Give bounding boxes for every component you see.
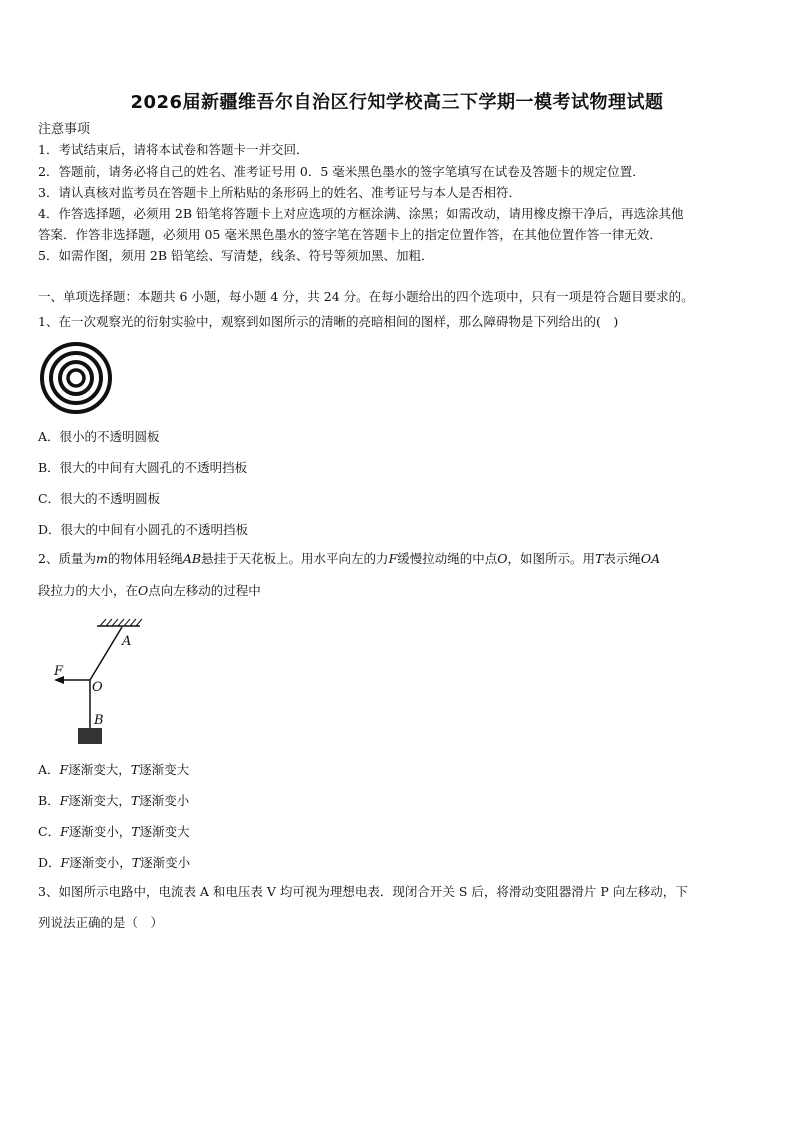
question-3-stem: 3、如图所示电路中，电流表 A 和电压表 V 均可视为理想电表．现闭合开关 S 后，将滑动变阻器滑片 P 向左移动，下: [38, 884, 688, 899]
notice-item: 1．考试结束后，请将本试卷和答题卡一并交回．: [38, 142, 309, 157]
label-o: O: [92, 680, 103, 695]
question-1-option-b: B．很大的中间有大圆孔的不透明挡板: [38, 460, 248, 475]
question-2-option-d: D．F逐渐变小，T逐渐变小: [38, 855, 191, 870]
label-a: A: [122, 634, 132, 649]
notice-item: 5．如需作图，须用 2B 铅笔绘、写清楚，线条、符号等须加黑、加粗．: [38, 248, 434, 263]
question-2-option-c: C．F逐渐变小，T逐渐变大: [38, 824, 190, 839]
label-b: B: [94, 713, 104, 728]
rope-force-figure: [50, 618, 160, 748]
question-1-option-d: D．很大的中间有小圆孔的不透明挡板: [38, 522, 249, 537]
notice-item: 答案．作答非选择题，必须用 05 毫米黑色墨水的签字笔在答题卡上的指定位置作答，在其他位置作答一律无效．: [38, 227, 662, 242]
question-2-option-a: A．F逐渐变大，T逐渐变大: [38, 762, 190, 777]
notice-item: 4．作答选择题，必须用 2B 铅笔将答题卡上对应选项的方框涂满、涂黑；如需改动，请用橡皮擦干净后，再选涂其他: [38, 206, 684, 221]
section-heading: 一、单项选择题：本题共 6 小题，每小题 4 分，共 24 分。在每小题给出的四个选项中，只有一项是符合题目要求的。: [38, 289, 694, 304]
label-f: F: [54, 664, 64, 679]
question-1-option-c: C．很大的不透明圆板: [38, 491, 161, 506]
question-1-stem: 1、在一次观察光的衍射实验中，观察到如图所示的清晰的亮暗相间的图样，那么障碍物是下列给出的( ): [38, 314, 619, 329]
question-2-stem: 2、质量为m的物体用轻绳AB悬挂于天花板上。用水平向左的力F缓慢拉动绳的中点O，如图所示。用T表示绳OA: [38, 551, 661, 566]
question-1-option-a: A．很小的不透明圆板: [38, 429, 160, 444]
page-title: 2026届新疆维吾尔自治区行知学校高三下学期一模考试物理试题: [130, 92, 664, 113]
notice-item: 3．请认真核对监考员在答题卡上所粘贴的条形码上的姓名、准考证号与本人是否相符．: [38, 185, 521, 200]
question-3-stem-line2: 列说法正确的是（ ）: [38, 915, 164, 930]
question-2-stem-line2: 段拉力的大小，在O点向左移动的过程中: [38, 583, 261, 598]
notice-heading: 注意事项: [38, 122, 91, 137]
question-2-option-b: B．F逐渐变大，T逐渐变小: [38, 793, 190, 808]
notice-item: 2．答题前，请务必将自己的姓名、准考证号用 0．5 毫米黑色墨水的签字笔填写在试卷及答题卡的规定位置．: [38, 164, 645, 179]
diffraction-rings-figure: [38, 340, 118, 420]
